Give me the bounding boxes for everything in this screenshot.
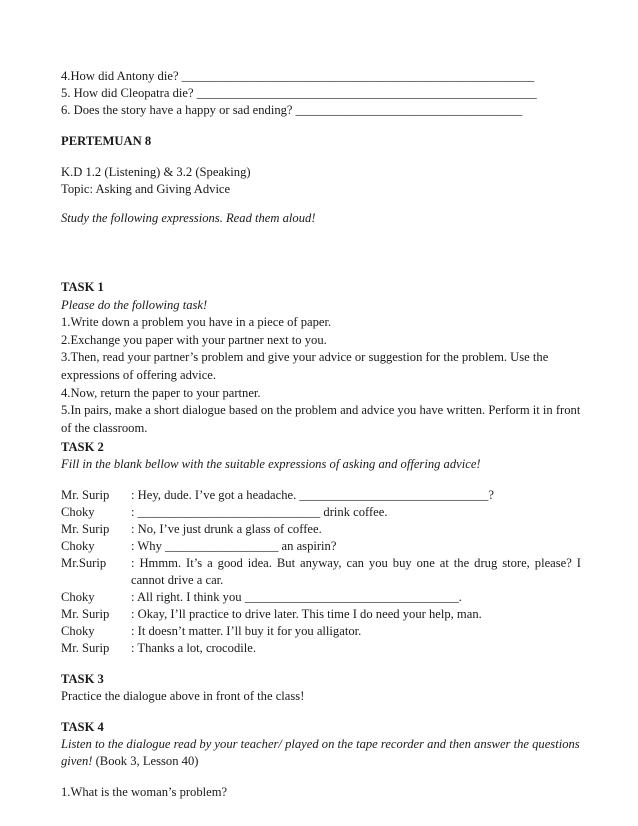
utterance: : Hey, dude. I’ve got a headache. ______________________________? <box>131 488 494 503</box>
task-4-source: (Book 3, Lesson 40) <box>92 754 199 769</box>
meeting-topic: Topic: Asking and Giving Advice <box>61 182 231 196</box>
task-1-item-1: 1.Write down a problem you have in a piece of paper. <box>61 315 332 330</box>
dialogue-line <box>61 538 581 555</box>
speaker: Mr. Surip <box>61 488 110 503</box>
task-4-instruction-block <box>61 736 581 770</box>
task-2-title: TASK 2 <box>61 440 104 455</box>
utterance: : Thanks a lot, crocodile. <box>131 641 256 656</box>
document-page <box>61 68 581 801</box>
utterance: : Okay, I’ll practice to drive later. This time I do need your help, man. <box>131 607 482 622</box>
dialogue-line <box>61 640 581 657</box>
dialogue-line <box>61 606 581 623</box>
task-3-text: Practice the dialogue above in front of the class! <box>61 689 305 704</box>
blank-space <box>61 227 581 279</box>
meeting-kd: K.D 1.2 (Listening) & 3.2 (Speaking) <box>61 165 251 179</box>
dialogue-line <box>61 521 581 538</box>
dialogue-line <box>61 504 581 521</box>
utterance: : All right. I think you __________________________________. <box>131 590 462 605</box>
speaker: Choky <box>61 624 95 639</box>
task-4-instruction: Listen to the dialogue read by your teacher/ played on the tape recorder and then answer the questions given! <box>61 737 580 769</box>
task-1-instruction: Please do the following task! <box>61 297 208 312</box>
question-5: 5. How did Cleopatra die? ______________________________________________________ <box>61 86 537 100</box>
speaker: Mr. Surip <box>61 641 110 656</box>
task-2 <box>61 439 581 657</box>
utterance: : No, I’ve just drunk a glass of coffee. <box>131 522 322 537</box>
speaker: Mr.Surip <box>61 556 107 571</box>
task-1-item-5: 5.In pairs, make a short dialogue based on the problem and advice you have written. Perform it in front of the classroom. <box>61 403 581 435</box>
meeting-instruction: Study the following expressions. Read them aloud! <box>61 211 316 225</box>
task-1-item-4: 4.Now, return the paper to your partner. <box>61 385 261 400</box>
question-4: 4.How did Antony die? ________________________________________________________ <box>61 69 535 83</box>
task-1 <box>61 279 581 437</box>
task-1-title: TASK 1 <box>61 280 104 294</box>
dialogue-line <box>61 623 581 640</box>
previous-questions <box>61 68 581 119</box>
speaker: Choky <box>61 590 95 605</box>
task-3 <box>61 671 581 705</box>
question-6: 6. Does the story have a happy or sad ending? ____________________________________ <box>61 103 523 117</box>
speaker: Mr. Surip <box>61 607 110 622</box>
dialogue-line <box>61 555 581 589</box>
utterance: : It doesn’t matter. I’ll buy it for you alligator. <box>131 624 362 639</box>
dialogue <box>61 487 581 657</box>
task-1-item-2: 2.Exchange you paper with your partner next to you. <box>61 332 327 347</box>
speaker: Choky <box>61 505 95 520</box>
utterance: : Why __________________ an aspirin? <box>131 539 337 554</box>
dialogue-line <box>61 487 581 504</box>
utterance: : Hmmm. It’s a good idea. But anyway, can you buy one at the drug store, please? I cannot drive a car. <box>131 556 581 588</box>
speaker: Choky <box>61 539 95 554</box>
speaker: Mr. Surip <box>61 522 110 537</box>
task-2-instruction: Fill in the blank bellow with the suitable expressions of asking and offering advice! <box>61 457 481 472</box>
meeting-title: PERTEMUAN 8 <box>61 134 152 148</box>
task-4-question-1: 1.What is the woman’s problem? <box>61 785 228 800</box>
task-4 <box>61 719 581 801</box>
task-4-title: TASK 4 <box>61 720 104 735</box>
task-3-title: TASK 3 <box>61 672 104 687</box>
utterance: : _____________________________ drink coffee. <box>131 505 388 520</box>
dialogue-line <box>61 589 581 606</box>
task-1-item-3: 3.Then, read your partner’s problem and give your advice or suggestion for the problem. Use the expressions of offering advice. <box>61 350 549 382</box>
